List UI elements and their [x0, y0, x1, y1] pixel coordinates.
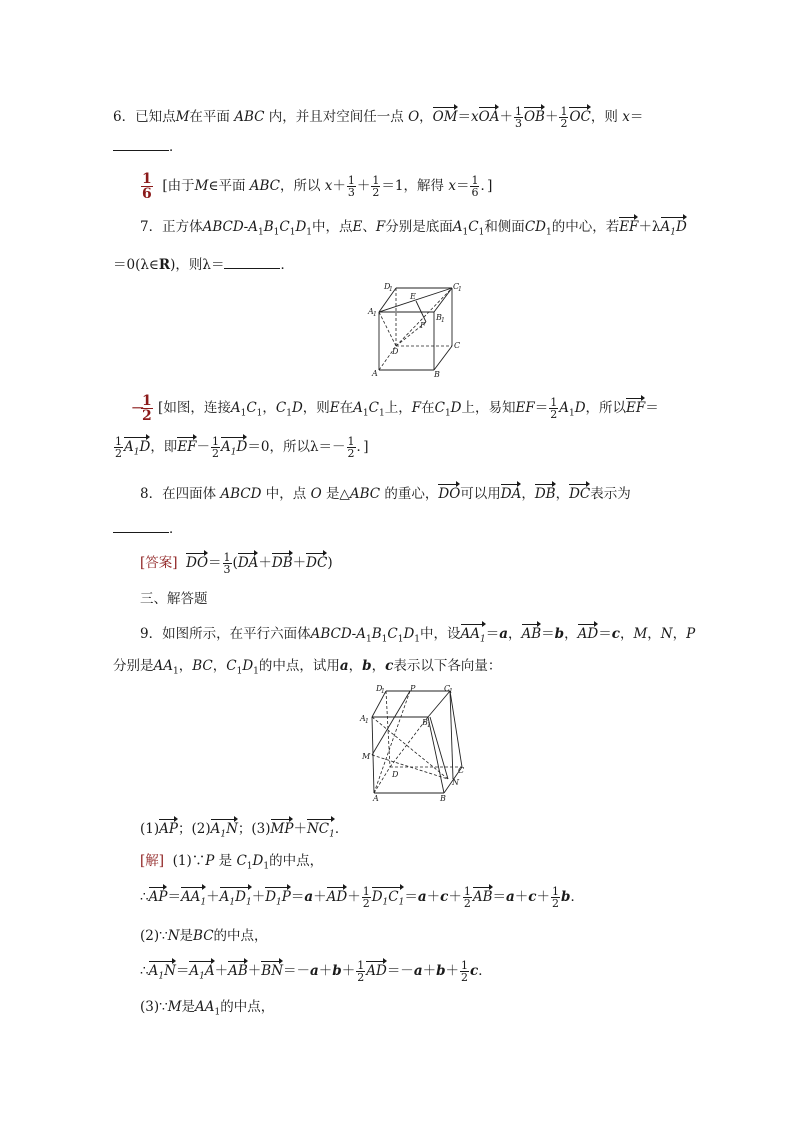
q6-answer: $\frac{1}{6}$ [142, 171, 152, 202]
svg-text:E: E [410, 292, 416, 301]
svg-text:1: 1 [365, 718, 369, 725]
svg-text:1: 1 [389, 286, 393, 293]
cube-figure [364, 282, 468, 378]
svg-text:B: B [436, 313, 442, 322]
q7-stem: 7．正方体ABCD-$A_1B_1C_1D_1$中，点E、F分别是底面$A_1C_1$和侧面$CD_1$的中心，若$EF+\lambda A_1D$ [140, 218, 687, 242]
svg-text:B: B [422, 718, 428, 727]
q6-stem: 6．已知点M在平面 ABC 内，并且对空间任一点 O，OM＝xOA＋ $\frac{1}{3}$ OB＋ $\frac{1}{2}$ OC，则 x＝ [113, 105, 644, 130]
q6-blank: ． [113, 138, 183, 156]
q9-solution-3: (3)∵M是$AA_1$的中点， [140, 999, 275, 1018]
svg-text:A: A [360, 714, 366, 723]
svg-text:F: F [420, 321, 426, 330]
svg-text:P: P [410, 684, 416, 693]
section-title: 三、解答题 [140, 591, 208, 607]
svg-text:C: C [458, 766, 465, 775]
svg-text:M: M [362, 752, 371, 761]
svg-text:A: A [372, 369, 378, 378]
svg-text:1: 1 [441, 317, 445, 324]
svg-text:N: N [452, 778, 459, 787]
svg-text:C: C [453, 282, 460, 291]
q9-solution-1: [解] (1)∵P 是 $C_1D_1$的中点， [140, 853, 324, 872]
svg-text:D: D [392, 347, 399, 356]
svg-text:1: 1 [373, 311, 377, 318]
svg-text:1: 1 [458, 286, 462, 293]
svg-text:A: A [368, 307, 374, 316]
q6-answer-explanation: $\frac{1}{6}$ [由于M∈平面 ABC，所以 x＋ $\frac{1}{3}$ ＋ $\frac{1}{2}$ ＝1，解得 x＝ $\frac{1}{6}$ ．] [142, 171, 493, 202]
q9-stem-cont: 分别是$AA_1$，BC，$C_1D_1$的中点，试用a，b，c表示以下各向量： [113, 658, 502, 677]
svg-text:B: B [434, 370, 440, 378]
q7-answer-explanation: $\frac{1}{2}$ [如图，连接$A_1C_1$，$C_1D$，则E在$A_1C_1$上，F在$C_1D$上，易知EF＝ $\frac{1}{2}$ $A_1D$，所以EF＝ [142, 393, 659, 424]
svg-text:B: B [440, 794, 446, 801]
q8-stem: 8．在四面体 ABCD 中，点 O 是△ABC 的重心，DO可以用DA，DB，DC表示为 [140, 486, 631, 502]
svg-text:A: A [373, 794, 379, 801]
q9-parts: (1)AP；$(2)A_1N$；$(3)MP+NC_1$． [140, 820, 348, 844]
svg-text:1: 1 [427, 722, 431, 729]
svg-text:D: D [392, 770, 399, 779]
svg-text:D: D [384, 282, 391, 291]
q9-stem: 9．如图所示，在平行六面体ABCD-$A_1B_1C_1D_1$中，设$AA_1=a$，AB＝b，AD＝c，M，N，P [140, 625, 695, 649]
svg-text:C: C [454, 341, 461, 350]
svg-text:1: 1 [449, 688, 453, 695]
svg-text:1: 1 [381, 688, 385, 695]
parallelepiped-figure [358, 683, 470, 801]
svg-text:C: C [444, 684, 451, 693]
q7-explanation-cont: $\frac{1}{2}$ $A_1D$，即EF－ $\frac{1}{2}$ $A_1D=0$，所以λ＝－ $\frac{1}{2}$ ．] [115, 435, 369, 460]
q7-stem-cont: ＝0(λ∈R)，则λ＝ ． [113, 257, 294, 273]
q9-solution-2-eq: $\therefore A_1N=A_1A+AB+BN=-a+b+$ $\frac{1}{2}$ AD＝－a＋b＋ $\frac{1}{2}$ c． [140, 959, 492, 984]
q9-solution-1-eq: $\therefore AP=AA_1+A_1D_1+D_1P=a+AD+$ $\frac{1}{2}$ $D_1C_1=a+c+$ $\frac{1}{2}$ AB＝a＋c＋ $\frac{1}{2}$ b． [140, 885, 584, 910]
q9-solution-2: (2)∵N是BC的中点， [140, 928, 268, 944]
q8-answer: [答案] DO＝ $\frac{1}{3}$ (DA＋DB＋DC) [140, 551, 333, 576]
q8-blank: ． [113, 520, 183, 538]
q7-answer: $\frac{1}{2}$ [142, 393, 152, 424]
svg-text:D: D [376, 684, 383, 693]
